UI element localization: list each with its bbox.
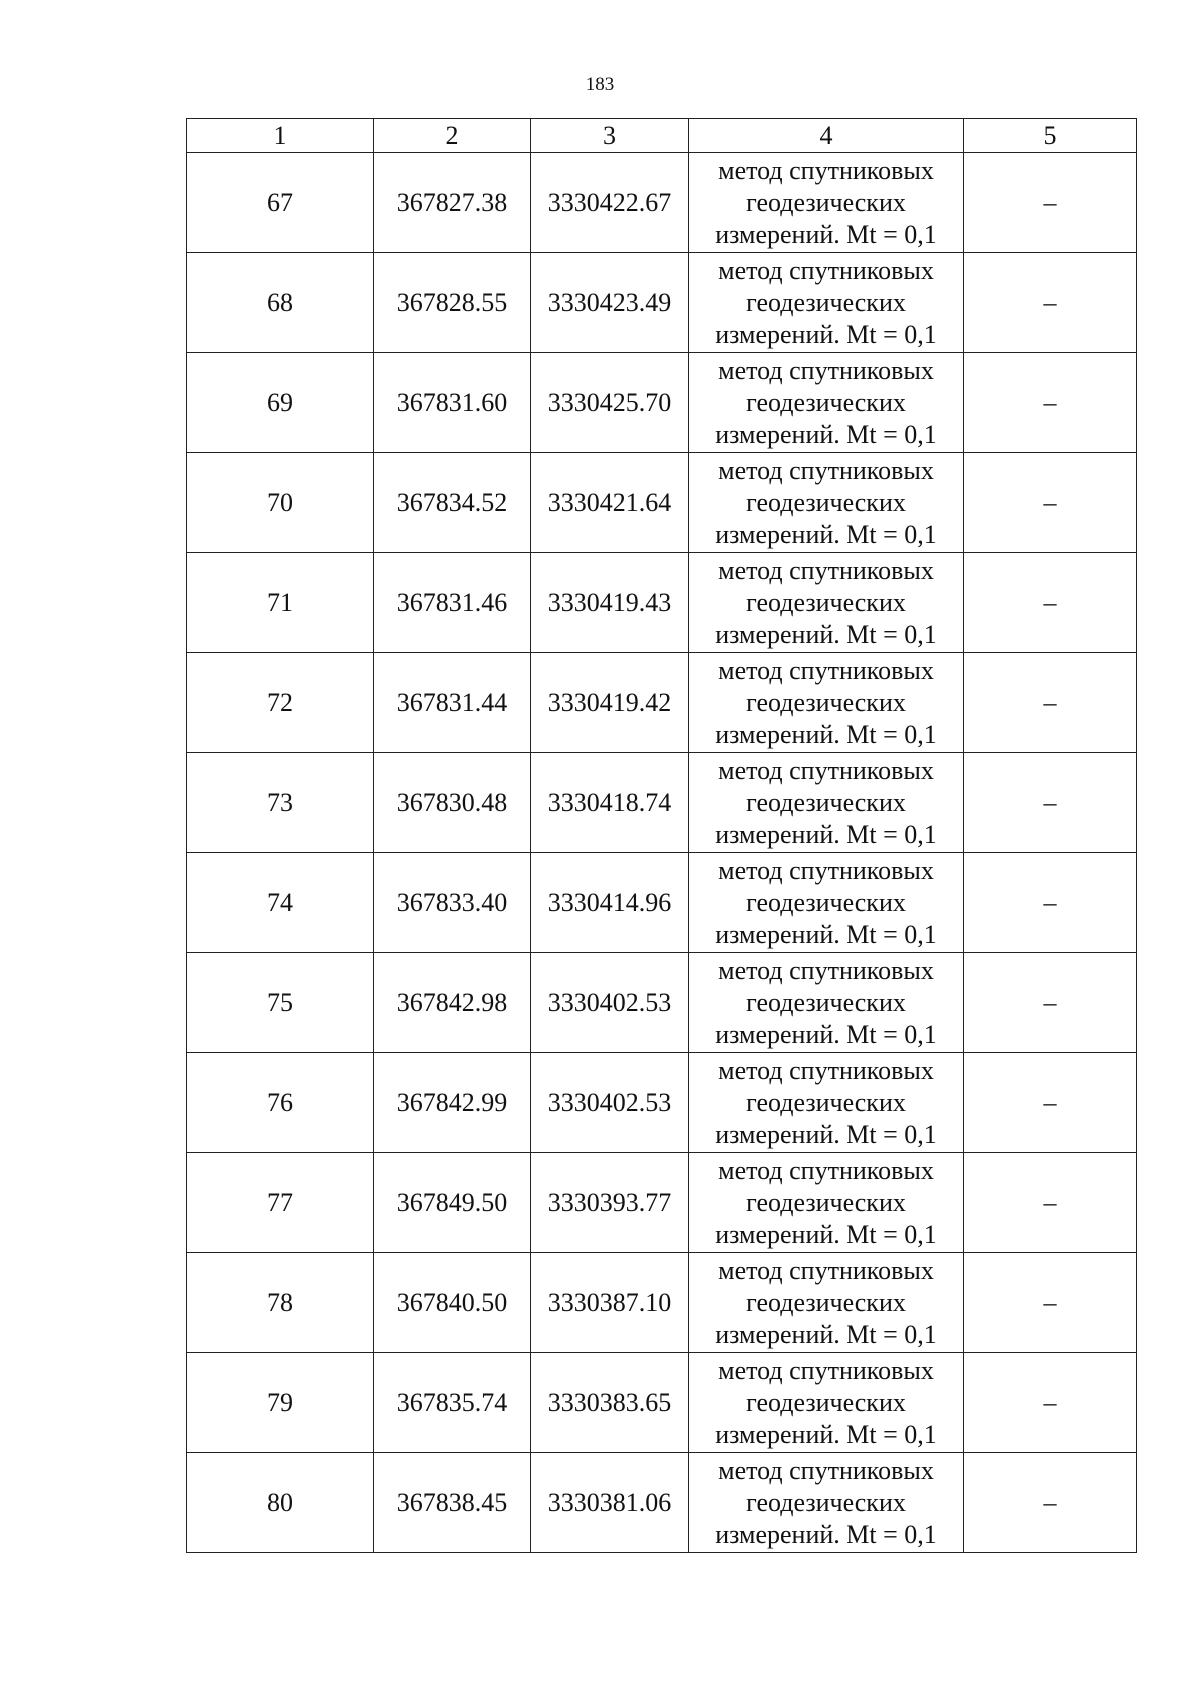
note-cell: – [964, 1153, 1137, 1253]
coordinate-y-cell: 3330418.74 [531, 753, 689, 853]
coordinate-x-cell: 367838.45 [374, 1453, 531, 1553]
method-line: метод спутниковых [718, 1155, 934, 1185]
coordinate-y-cell: 3330423.49 [531, 253, 689, 353]
note-cell: – [964, 153, 1137, 253]
method-cell [689, 653, 964, 753]
method-line: измерений. Mt = 0,1 [715, 419, 937, 449]
coordinate-y-cell: 3330383.65 [531, 1353, 689, 1453]
coordinate-y-cell: 3330402.53 [531, 953, 689, 1053]
table-row [187, 1253, 1137, 1353]
table-row [187, 753, 1137, 853]
method-cell [689, 453, 964, 553]
page-number: 183 [585, 74, 615, 95]
note-cell: – [964, 353, 1137, 453]
method-cell [689, 1353, 964, 1453]
point-number-cell: 70 [187, 453, 374, 553]
note-cell: – [964, 953, 1137, 1053]
table-header [187, 119, 1137, 153]
method-line: измерений. Mt = 0,1 [715, 919, 937, 949]
table-row [187, 153, 1137, 253]
method-line: геодезических [746, 987, 906, 1017]
coordinate-x-cell: 367842.99 [374, 1053, 531, 1153]
coordinate-x-cell: 367834.52 [374, 453, 531, 553]
method-line: метод спутниковых [718, 255, 934, 285]
coordinate-y-cell: 3330422.67 [531, 153, 689, 253]
table-row [187, 853, 1137, 953]
method-line: измерений. Mt = 0,1 [715, 1219, 937, 1249]
method-line: измерений. Mt = 0,1 [715, 819, 937, 849]
table-row [187, 1453, 1137, 1553]
coordinate-y-cell: 3330393.77 [531, 1153, 689, 1253]
method-line: измерений. Mt = 0,1 [715, 1419, 937, 1449]
header-col-2: 2 [374, 119, 531, 153]
method-line: геодезических [746, 887, 906, 917]
coordinate-y-cell: 3330419.43 [531, 553, 689, 653]
header-col-5: 5 [964, 119, 1137, 153]
coordinates-table [186, 118, 1137, 1553]
point-number-cell: 79 [187, 1353, 374, 1453]
table-row [187, 453, 1137, 553]
method-line: метод спутниковых [718, 1255, 934, 1285]
table-row [187, 553, 1137, 653]
coordinate-x-cell: 367849.50 [374, 1153, 531, 1253]
method-cell [689, 353, 964, 453]
method-line: метод спутниковых [718, 855, 934, 885]
method-cell [689, 553, 964, 653]
method-cell [689, 753, 964, 853]
coordinate-x-cell: 367842.98 [374, 953, 531, 1053]
coordinate-x-cell: 367831.44 [374, 653, 531, 753]
method-line: геодезических [746, 587, 906, 617]
coordinate-y-cell: 3330419.42 [531, 653, 689, 753]
point-number-cell: 73 [187, 753, 374, 853]
method-line: метод спутниковых [718, 155, 934, 185]
method-line: измерений. Mt = 0,1 [715, 1119, 937, 1149]
table-row [187, 1153, 1137, 1253]
method-line: измерений. Mt = 0,1 [715, 1519, 937, 1549]
note-cell: – [964, 253, 1137, 353]
method-line: геодезических [746, 387, 906, 417]
point-number-cell: 74 [187, 853, 374, 953]
note-cell: – [964, 1453, 1137, 1553]
header-col-4: 4 [689, 119, 964, 153]
method-line: метод спутниковых [718, 555, 934, 585]
coordinate-x-cell: 367833.40 [374, 853, 531, 953]
method-line: измерений. Mt = 0,1 [715, 1319, 937, 1349]
table-row [187, 653, 1137, 753]
point-number-cell: 75 [187, 953, 374, 1053]
coordinate-x-cell: 367830.48 [374, 753, 531, 853]
coordinate-y-cell: 3330387.10 [531, 1253, 689, 1353]
table-row [187, 353, 1137, 453]
note-cell: – [964, 653, 1137, 753]
table-row [187, 1053, 1137, 1153]
method-line: измерений. Mt = 0,1 [715, 219, 937, 249]
method-line: метод спутниковых [718, 755, 934, 785]
method-line: измерений. Mt = 0,1 [715, 619, 937, 649]
method-line: измерений. Mt = 0,1 [715, 319, 937, 349]
coordinate-x-cell: 367831.46 [374, 553, 531, 653]
method-cell [689, 1053, 964, 1153]
point-number-cell: 71 [187, 553, 374, 653]
method-line: геодезических [746, 687, 906, 717]
coordinate-x-cell: 367831.60 [374, 353, 531, 453]
method-line: геодезических [746, 487, 906, 517]
note-cell: – [964, 1053, 1137, 1153]
method-cell [689, 853, 964, 953]
table-body [187, 153, 1137, 1553]
method-cell [689, 1253, 964, 1353]
point-number-cell: 72 [187, 653, 374, 753]
note-cell: – [964, 1353, 1137, 1453]
note-cell: – [964, 753, 1137, 853]
method-line: метод спутниковых [718, 455, 934, 485]
method-line: геодезических [746, 1387, 906, 1417]
method-line: метод спутниковых [718, 1355, 934, 1385]
method-line: метод спутниковых [718, 1455, 934, 1485]
table-row [187, 253, 1137, 353]
coordinate-y-cell: 3330381.06 [531, 1453, 689, 1553]
method-cell [689, 153, 964, 253]
note-cell: – [964, 453, 1137, 553]
note-cell: – [964, 853, 1137, 953]
coordinate-x-cell: 367827.38 [374, 153, 531, 253]
method-line: геодезических [746, 1187, 906, 1217]
method-line: измерений. Mt = 0,1 [715, 719, 937, 749]
method-line: метод спутниковых [718, 355, 934, 385]
point-number-cell: 67 [187, 153, 374, 253]
coordinate-y-cell: 3330425.70 [531, 353, 689, 453]
method-line: измерений. Mt = 0,1 [715, 1019, 937, 1049]
table-row [187, 1353, 1137, 1453]
method-line: метод спутниковых [718, 1055, 934, 1085]
point-number-cell: 76 [187, 1053, 374, 1153]
point-number-cell: 68 [187, 253, 374, 353]
coordinate-x-cell: 367835.74 [374, 1353, 531, 1453]
coordinate-x-cell: 367840.50 [374, 1253, 531, 1353]
point-number-cell: 77 [187, 1153, 374, 1253]
method-line: геодезических [746, 287, 906, 317]
method-cell [689, 953, 964, 1053]
method-cell [689, 253, 964, 353]
point-number-cell: 69 [187, 353, 374, 453]
method-line: геодезических [746, 1487, 906, 1517]
method-line: геодезических [746, 187, 906, 217]
method-line: геодезических [746, 1287, 906, 1317]
note-cell: – [964, 553, 1137, 653]
method-line: измерений. Mt = 0,1 [715, 519, 937, 549]
method-cell [689, 1453, 964, 1553]
coordinate-y-cell: 3330414.96 [531, 853, 689, 953]
coordinate-y-cell: 3330421.64 [531, 453, 689, 553]
header-col-1: 1 [187, 119, 374, 153]
method-line: метод спутниковых [718, 955, 934, 985]
table-row [187, 953, 1137, 1053]
method-line: геодезических [746, 787, 906, 817]
coordinate-y-cell: 3330402.53 [531, 1053, 689, 1153]
method-line: геодезических [746, 1087, 906, 1117]
coordinate-x-cell: 367828.55 [374, 253, 531, 353]
note-cell: – [964, 1253, 1137, 1353]
point-number-cell: 80 [187, 1453, 374, 1553]
header-row [187, 119, 1137, 153]
point-number-cell: 78 [187, 1253, 374, 1353]
method-cell [689, 1153, 964, 1253]
header-col-3: 3 [531, 119, 689, 153]
method-line: метод спутниковых [718, 655, 934, 685]
